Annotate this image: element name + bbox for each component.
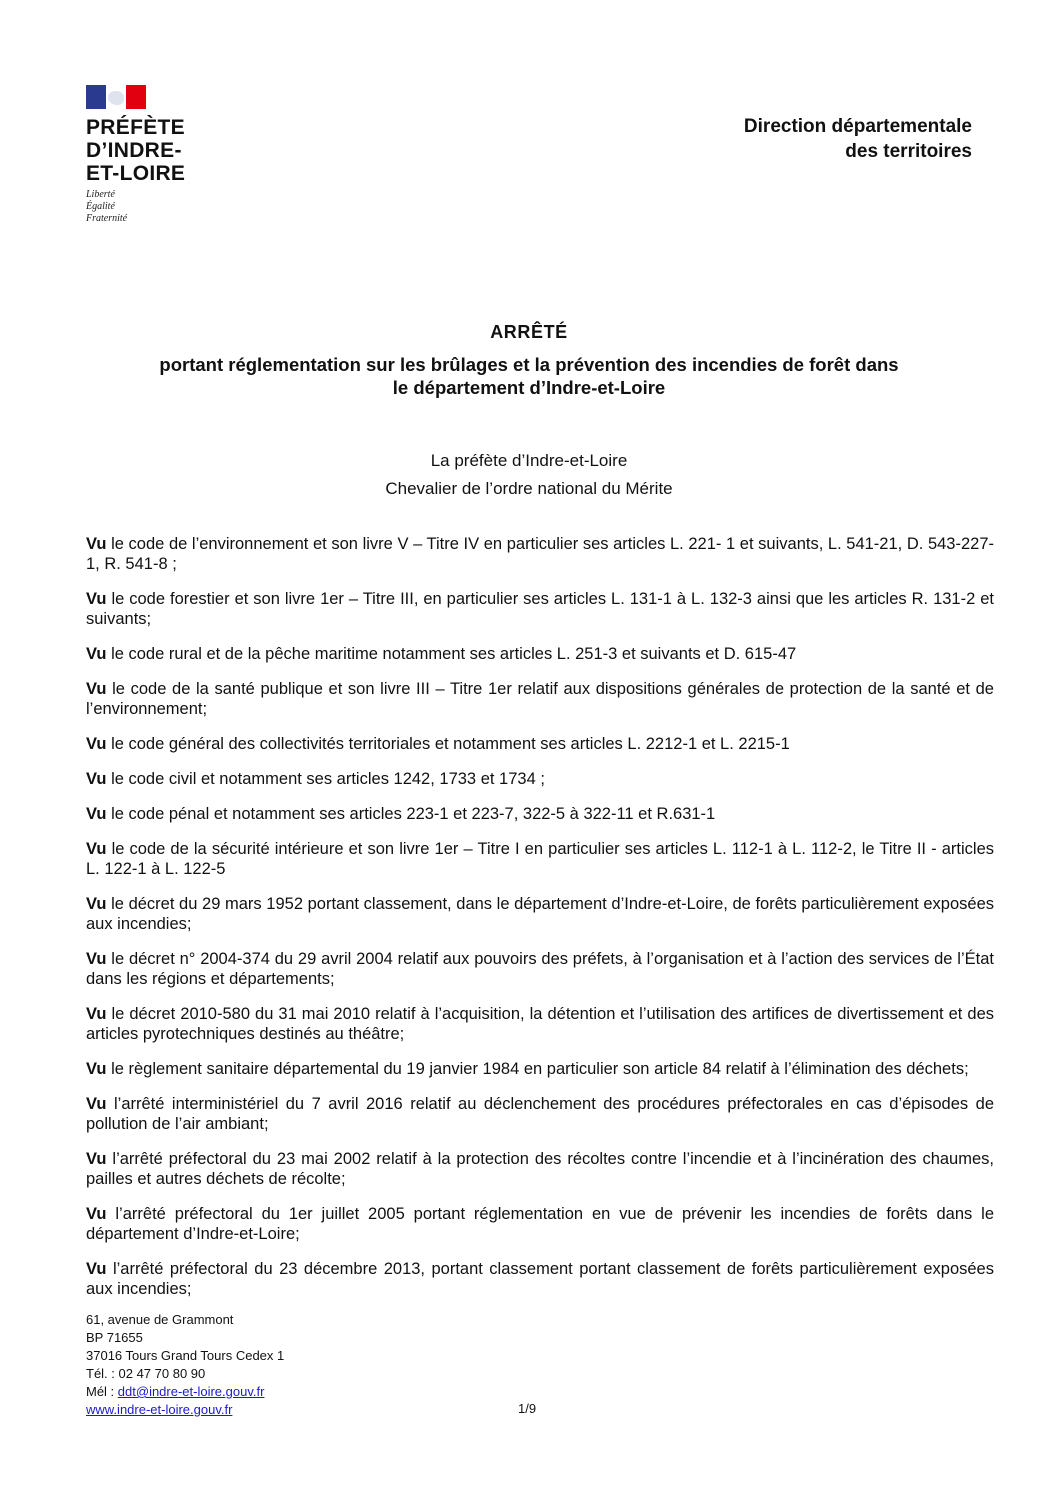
marianne-logo bbox=[86, 85, 185, 225]
considerant-text: l’arrêté interministériel du 7 avril 2016 relatif au déclenchement des procédures préfectorales en cas d’épisodes de pollution de l’air ambiant; bbox=[86, 1095, 994, 1133]
considerant-item bbox=[86, 644, 994, 664]
considerants-list bbox=[86, 534, 994, 1314]
devise-line: Fraternité bbox=[86, 213, 128, 224]
devise-line: Égalité bbox=[86, 201, 115, 212]
considerant-text: le décret 2010-580 du 31 mai 2010 relatif à l’acquisition, la détention et l’utilisation des artifices de divertissement et des articles pyrotechniques destinés au théâtre; bbox=[86, 1005, 994, 1043]
vu-prefix: Vu bbox=[86, 590, 107, 608]
direction-line: des territoires bbox=[845, 141, 972, 162]
considerant-item bbox=[86, 1149, 994, 1189]
considerant-item bbox=[86, 1059, 994, 1079]
considerant-item bbox=[86, 1204, 994, 1244]
prefecture-line: D’INDRE- bbox=[86, 139, 182, 162]
considerant-text: le code de la sécurité intérieure et son livre 1er – Titre I en particulier ses articles L. 112-1 à L. 112-2, le Titre II - articles L. 122-1 à L. 122-5 bbox=[86, 840, 994, 878]
considerant-text: le règlement sanitaire départemental du 19 janvier 1984 en particulier son article 84 relatif à l’élimination des déchets; bbox=[111, 1060, 969, 1078]
devise bbox=[86, 189, 185, 225]
subtitle-line: le département d’Indre-et-Loire bbox=[392, 377, 666, 398]
considerant-item bbox=[86, 589, 994, 629]
prefecture-name bbox=[86, 116, 185, 185]
considerant-text: le code pénal et notamment ses articles 223-1 et 223-7, 322-5 à 322-11 et R.631-1 bbox=[111, 805, 716, 823]
direction-line: Direction départementale bbox=[743, 116, 972, 137]
vu-prefix: Vu bbox=[86, 1095, 107, 1113]
considerant-item bbox=[86, 769, 994, 789]
considerant-item bbox=[86, 734, 994, 754]
vu-prefix: Vu bbox=[86, 535, 107, 553]
authority-name: La préfète d’Indre-et-Loire bbox=[430, 451, 628, 470]
considerant-item bbox=[86, 1004, 994, 1044]
considerant-text: le code général des collectivités territoriales et notamment ses articles L. 2212-1 et L. 2215-1 bbox=[111, 735, 790, 753]
footer-contact bbox=[86, 1311, 284, 1419]
vu-prefix: Vu bbox=[86, 770, 107, 788]
considerant-text: le code rural et de la pêche maritime notamment ses articles L. 251-3 et suivants et D. 615-47 bbox=[111, 645, 797, 663]
considerant-item bbox=[86, 839, 994, 879]
considerant-text: le décret du 29 mars 1952 portant classement, dans le département d’Indre-et-Loire, de forêts particulièrement exposées aux incendies; bbox=[86, 895, 994, 933]
considerant-text: le décret n° 2004-374 du 29 avril 2004 relatif aux pouvoirs des préfets, à l’organisation et à l’action des services de l’État dans les régions et départements; bbox=[86, 950, 994, 988]
vu-prefix: Vu bbox=[86, 1205, 107, 1223]
flag-icon bbox=[86, 85, 146, 109]
subtitle-line: portant réglementation sur les brûlages et la prévention des incendies de forêt dans bbox=[159, 354, 899, 375]
vu-prefix: Vu bbox=[86, 1060, 107, 1078]
email-link[interactable]: ddt@indre-et-loire.gouv.fr bbox=[117, 1384, 265, 1399]
considerant-text: le code civil et notamment ses articles 1242, 1733 et 1734 ; bbox=[111, 770, 545, 788]
footer-mail bbox=[86, 1383, 284, 1401]
vu-prefix: Vu bbox=[86, 895, 107, 913]
vu-prefix: Vu bbox=[86, 950, 107, 968]
footer-tel: Tél. : 02 47 70 80 90 bbox=[86, 1366, 206, 1381]
considerant-item bbox=[86, 949, 994, 989]
considerant-item bbox=[86, 1094, 994, 1134]
footer-address: 61, avenue de Grammont bbox=[86, 1312, 234, 1327]
vu-prefix: Vu bbox=[86, 840, 107, 858]
page-number: 1/9 bbox=[518, 1401, 537, 1416]
authority-block bbox=[60, 447, 998, 503]
authority-title: Chevalier de l’ordre national du Mérite bbox=[385, 479, 673, 498]
direction-title bbox=[744, 114, 972, 164]
considerant-text: le code de l’environnement et son livre V – Titre IV en particulier ses articles L. 221- 1 et suivants, L. 541-21, D. 543-227-1, R. 541-8 ; bbox=[86, 535, 994, 573]
mail-label: Mél : bbox=[86, 1384, 118, 1399]
vu-prefix: Vu bbox=[86, 645, 107, 663]
prefecture-line: ET-LOIRE bbox=[86, 162, 186, 185]
vu-prefix: Vu bbox=[86, 805, 107, 823]
vu-prefix: Vu bbox=[86, 680, 107, 698]
prefecture-line: PRÉFÈTE bbox=[86, 116, 185, 139]
considerant-item bbox=[86, 894, 994, 934]
vu-prefix: Vu bbox=[86, 735, 107, 753]
website-link[interactable]: www.indre-et-loire.gouv.fr bbox=[86, 1402, 233, 1417]
considerant-item bbox=[86, 534, 994, 574]
considerant-item bbox=[86, 679, 994, 719]
considerant-text: le code de la santé publique et son livre III – Titre 1er relatif aux dispositions générales de protection de la santé et de l’environnement; bbox=[86, 680, 994, 718]
considerant-text: l’arrêté préfectoral du 23 mai 2002 relatif à la protection des récoltes contre l’incendie et à l’incinération des chaumes, pailles et autres déchets de récolte; bbox=[86, 1150, 994, 1188]
considerant-text: le code forestier et son livre 1er – Titre III, en particulier ses articles L. 131-1 à L. 132-3 ainsi que les articles R. 131-2 et suivants; bbox=[86, 590, 994, 628]
arrete-subtitle bbox=[60, 353, 998, 399]
vu-prefix: Vu bbox=[86, 1150, 107, 1168]
considerant-text: l’arrêté préfectoral du 23 décembre 2013, portant classement portant classement de forêts particulièrement exposées aux incendies; bbox=[86, 1260, 994, 1298]
footer-city: 37016 Tours Grand Tours Cedex 1 bbox=[86, 1348, 285, 1363]
arrete-heading: ARRÊTÉ bbox=[490, 322, 568, 342]
devise-line: Liberté bbox=[86, 189, 115, 200]
considerant-text: l’arrêté préfectoral du 1er juillet 2005 portant réglementation en vue de prévenir les incendies de forêts dans le département d’Indre-et-Loire; bbox=[86, 1205, 994, 1243]
footer-bp: BP 71655 bbox=[86, 1330, 143, 1345]
document-title bbox=[60, 322, 998, 399]
considerant-item bbox=[86, 1259, 994, 1299]
vu-prefix: Vu bbox=[86, 1005, 107, 1023]
considerant-item bbox=[86, 804, 994, 824]
vu-prefix: Vu bbox=[86, 1260, 107, 1278]
